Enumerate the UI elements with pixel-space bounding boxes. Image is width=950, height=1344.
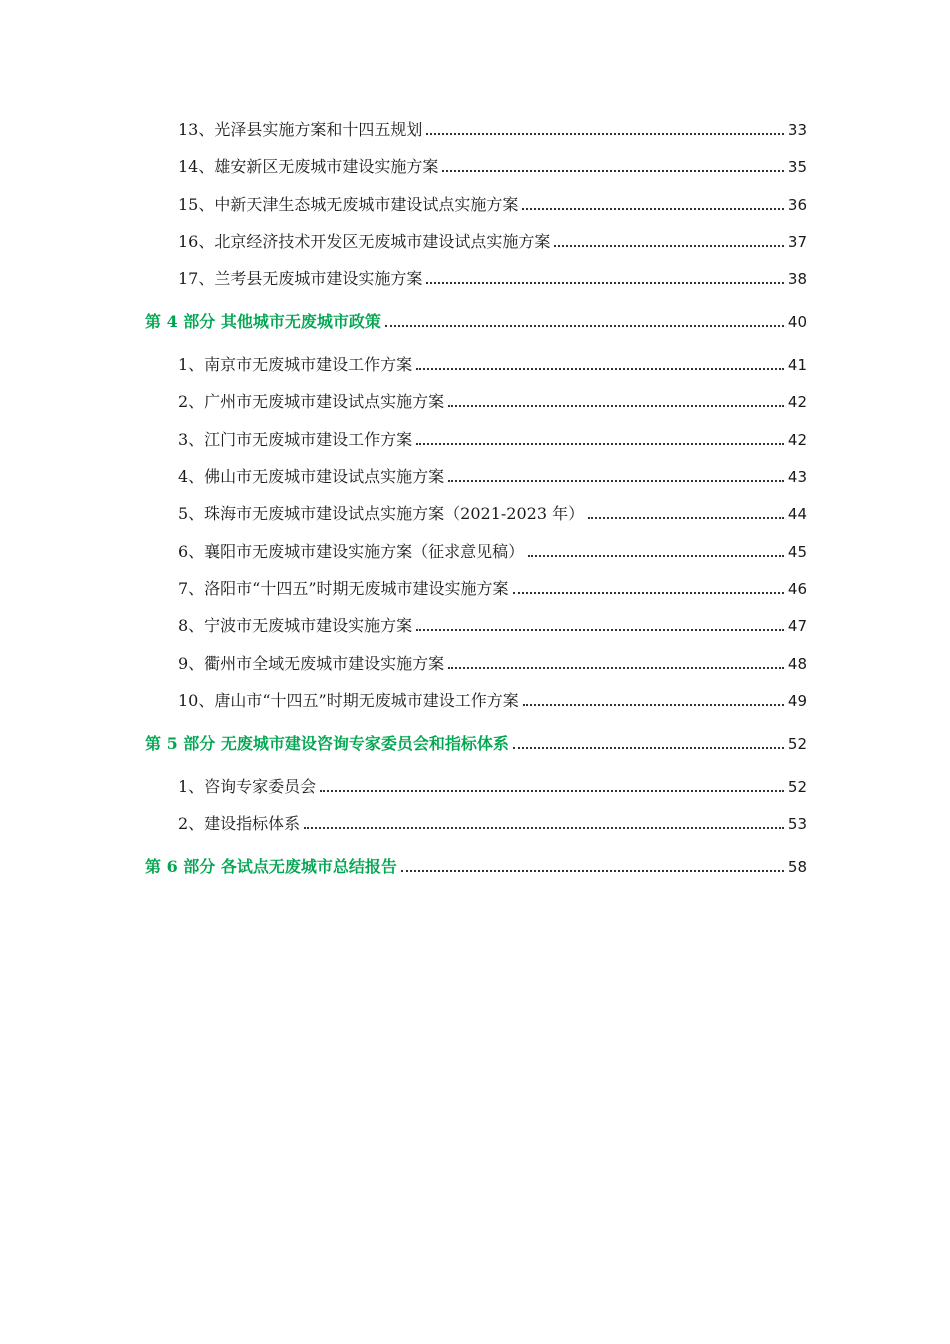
dot-leader <box>448 480 784 482</box>
toc-entry-page: 44 <box>787 505 807 524</box>
toc-entry-page: 42 <box>787 430 807 449</box>
toc-entry-title: 14、雄安新区无废城市建设实施方案 <box>178 157 439 177</box>
dot-leader <box>513 592 784 594</box>
dot-leader <box>416 629 784 631</box>
toc-entry-title: 1、南京市无废城市建设工作方案 <box>178 355 413 375</box>
toc-entry[interactable] <box>145 386 807 412</box>
dot-leader <box>320 790 784 792</box>
toc-entry-page: 36 <box>787 195 807 214</box>
dot-leader <box>385 325 784 327</box>
toc-entry-page: 53 <box>787 815 807 834</box>
toc-entry-page: 48 <box>787 654 807 673</box>
toc-entry-page: 42 <box>787 393 807 412</box>
toc-entry-page: 38 <box>787 270 807 289</box>
toc-entry-page: 46 <box>787 579 807 598</box>
toc-entry-title: 16、北京经济技术开发区无废城市建设试点实施方案 <box>178 231 551 251</box>
toc-entry-title: 6、襄阳市无废城市建设实施方案（征求意见稿） <box>178 541 525 561</box>
toc-section-title: 第 4 部分 其他城市无废城市政策 <box>145 312 381 332</box>
toc-entry-title: 13、光泽县实施方案和十四五规划 <box>178 120 423 139</box>
toc-entry[interactable] <box>145 114 807 140</box>
toc-entry-title: 2、建设指标体系 <box>178 814 301 834</box>
toc-section-page: 52 <box>787 734 807 753</box>
toc-entry[interactable] <box>145 648 807 674</box>
toc-entry[interactable] <box>145 424 807 450</box>
toc-section-page: 58 <box>787 858 807 877</box>
toc-section-page: 40 <box>787 313 807 332</box>
toc-entry[interactable] <box>145 263 807 289</box>
dot-leader <box>554 245 784 247</box>
toc-section-heading[interactable] <box>145 306 807 332</box>
toc-section-title: 第 6 部分 各试点无废城市总结报告 <box>145 857 397 877</box>
toc-entry-title: 5、珠海市无废城市建设试点实施方案（2021-2023 年） <box>178 504 585 524</box>
dot-leader <box>448 405 784 407</box>
dot-leader <box>442 170 784 172</box>
toc-entry-title: 17、兰考县无废城市建设实施方案 <box>178 269 423 289</box>
toc-entry-title: 8、宁波市无废城市建设实施方案 <box>178 616 413 636</box>
toc-section-heading[interactable] <box>145 728 807 754</box>
toc-entry[interactable] <box>145 573 807 599</box>
dot-leader <box>416 368 784 370</box>
toc-entry[interactable] <box>145 771 807 797</box>
toc-entry-title: 7、洛阳市“十四五”时期无废城市建设实施方案 <box>178 578 509 598</box>
toc-entry-title: 10、唐山市“十四五”时期无废城市建设工作方案 <box>178 690 519 710</box>
toc-entry[interactable] <box>145 461 807 487</box>
dot-leader <box>528 555 784 557</box>
dot-leader <box>426 282 784 284</box>
toc-entry[interactable] <box>145 498 807 524</box>
toc-entry[interactable] <box>145 349 807 375</box>
toc-entry-page: 52 <box>787 777 807 796</box>
toc-entry-title: 2、广州市无废城市建设试点实施方案 <box>178 392 445 412</box>
dot-leader <box>426 133 784 135</box>
toc-entry-title: 4、佛山市无废城市建设试点实施方案 <box>178 467 445 487</box>
toc-section-heading[interactable] <box>145 851 807 877</box>
toc-entry[interactable] <box>145 189 807 215</box>
toc-entry-title: 1、咨询专家委员会 <box>178 776 317 796</box>
toc-entry[interactable] <box>145 536 807 562</box>
toc-entry-title: 9、衢州市全域无废城市建设实施方案 <box>178 653 445 673</box>
toc-entry[interactable] <box>145 610 807 636</box>
dot-leader <box>304 827 784 829</box>
toc-entry-page: 45 <box>787 542 807 561</box>
toc-entry-page: 49 <box>787 691 807 710</box>
dot-leader <box>416 443 784 445</box>
toc-entry-page: 43 <box>787 468 807 487</box>
dot-leader <box>401 870 784 872</box>
dot-leader <box>522 208 784 210</box>
dot-leader <box>523 704 784 706</box>
toc-entry-page: 37 <box>787 232 807 251</box>
toc-entry-title: 3、江门市无废城市建设工作方案 <box>178 429 413 449</box>
table-of-contents <box>145 114 807 877</box>
toc-entry-page: 41 <box>787 356 807 375</box>
dot-leader <box>448 667 784 669</box>
toc-entry-title: 15、中新天津生态城无废城市建设试点实施方案 <box>178 194 519 214</box>
dot-leader <box>588 517 784 519</box>
toc-entry[interactable] <box>145 685 807 711</box>
toc-section-title: 第 5 部分 无废城市建设咨询专家委员会和指标体系 <box>145 733 509 753</box>
dot-leader <box>513 747 784 749</box>
toc-entry-page: 33 <box>787 121 807 139</box>
toc-entry-page: 35 <box>787 158 807 177</box>
toc-entry[interactable] <box>145 808 807 834</box>
toc-entry[interactable] <box>145 226 807 252</box>
toc-entry-page: 47 <box>787 617 807 636</box>
toc-entry[interactable] <box>145 151 807 177</box>
